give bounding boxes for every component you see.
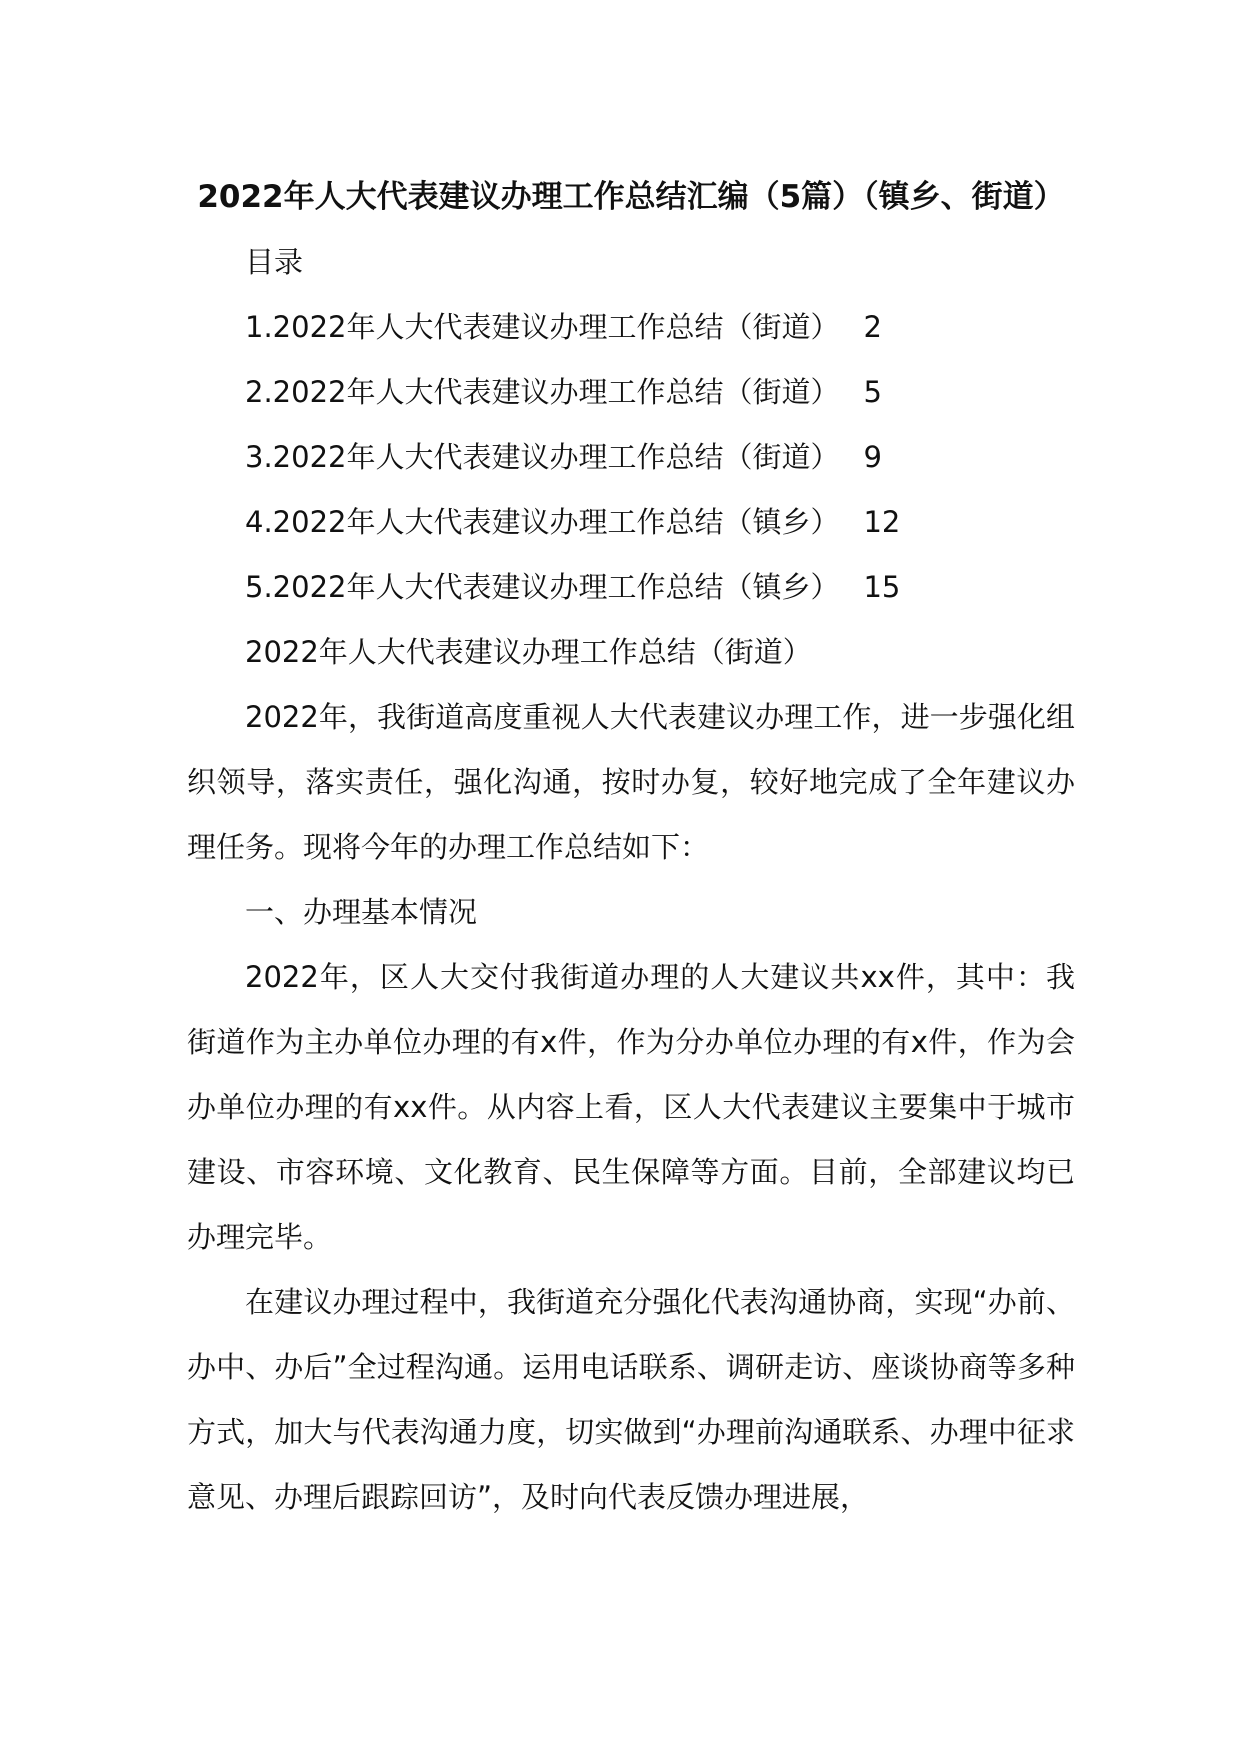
toc-item-label: 1.2022年人大代表建议办理工作总结（街道） [245, 310, 840, 344]
toc-item-page: 2 [863, 310, 882, 344]
toc-item [187, 555, 1075, 620]
toc-item-label: 3.2022年人大代表建议办理工作总结（街道） [245, 440, 840, 474]
toc-item-page: 15 [863, 570, 901, 604]
toc-item-label: 2.2022年人大代表建议办理工作总结（街道） [245, 375, 840, 409]
toc-item-page: 12 [863, 505, 901, 539]
body-paragraph: 在建议办理过程中，我街道充分强化代表沟通协商，实现“办前、办中、办后”全过程沟通。运用电话联系、调研走访、座谈协商等多种方式，加大与代表沟通力度，切实做到“办理前沟通联系、办理中征求意见、办理后跟踪回访”，及时向代表反馈办理进展， [187, 1285, 1075, 1514]
toc-item-label: 5.2022年人大代表建议办理工作总结（镇乡） [245, 570, 840, 604]
toc-item [187, 425, 1075, 490]
body-paragraph: 2022年，区人大交付我街道办理的人大建议共xx件，其中：我街道作为主办单位办理的有x件，作为分办单位办理的有x件，作为会办单位办理的有xx件。从内容上看，区人大代表建议主要集中于城市建设、市容环境、文化教育、民生保障等方面。目前，全部建议均已办理完毕。 [187, 960, 1075, 1254]
toc-item [187, 360, 1075, 425]
document-content [187, 165, 1075, 1530]
section-title: 2022年人大代表建议办理工作总结（街道） [245, 635, 812, 669]
toc-item-label: 4.2022年人大代表建议办理工作总结（镇乡） [245, 505, 840, 539]
section-heading: 一、办理基本情况 [245, 895, 478, 929]
toc-heading: 目录 [245, 245, 304, 279]
toc-item [187, 490, 1075, 555]
toc-item-page: 5 [863, 375, 882, 409]
intro-paragraph: 2022年，我街道高度重视人大代表建议办理工作，进一步强化组织领导，落实责任，强化沟通，按时办复，较好地完成了全年建议办理任务。现将今年的办理工作总结如下： [187, 700, 1075, 864]
toc-item [187, 295, 1075, 360]
toc-item-page: 9 [863, 440, 882, 474]
document-title: 2022年人大代表建议办理工作总结汇编（5篇）（镇乡、街道） [197, 179, 1065, 215]
